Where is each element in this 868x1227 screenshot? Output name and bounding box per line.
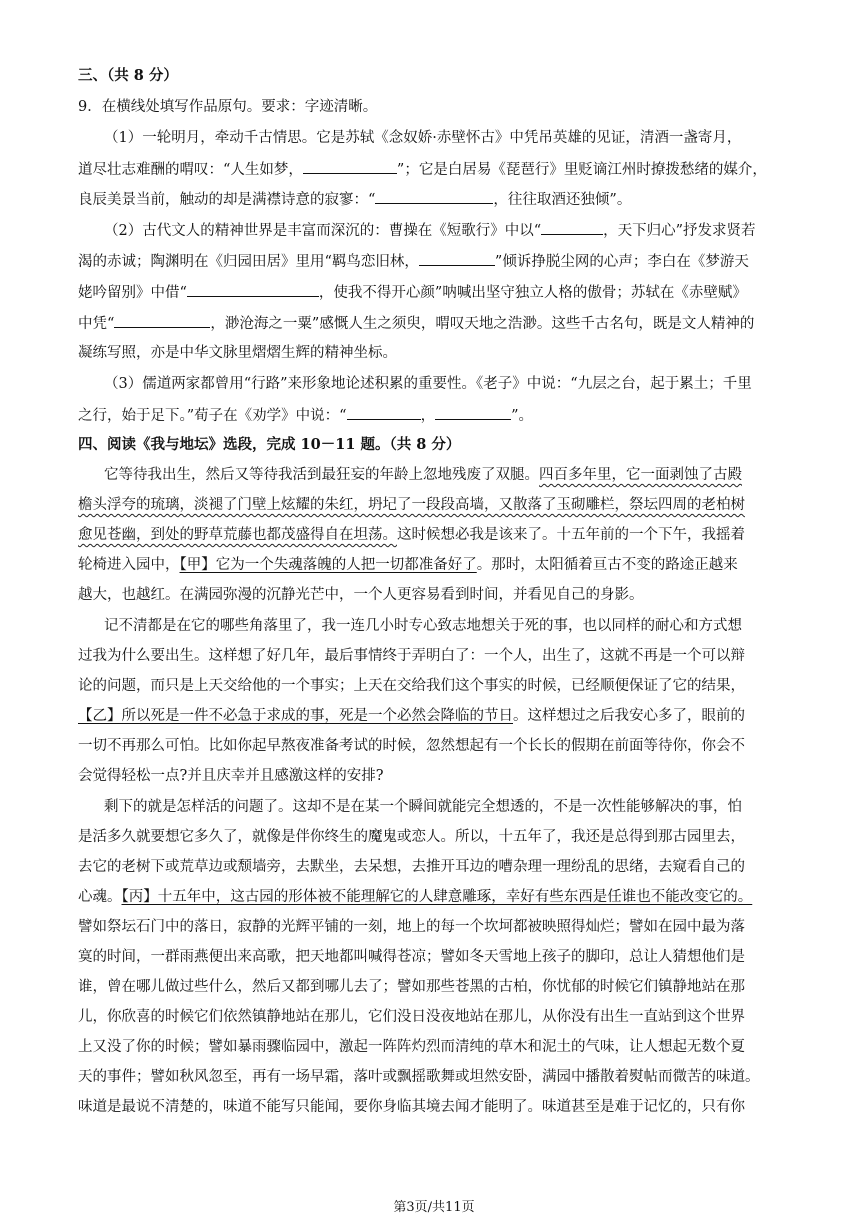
passage-para3-line7: 谁，曾在哪儿做过些什么，然后又都到哪儿去了；譬如那些苍黑的古柏，你忧郁的时候它们镇静地站在那 [78,979,745,995]
q9-part1-line2: 道尽壮志难酬的喟叹：“人生如梦， ”；它是白居易《琵琶行》里贬谪江州时撩拨愁绪的媒介， [78,158,767,180]
passage-para3-line11: 味道是最说不清楚的，味道不能写只能闻，要你身临其境去闻才能明了。味道甚至是难于记忆的，只有你 [78,1099,745,1115]
passage-para3-line8: 儿，你欣喜的时候它们依然镇静地站在那儿，它们没日没夜地站在那儿，从你没有出生一直站到这个世界 [78,1009,745,1025]
passage-para1-line2 [78,495,745,515]
passage-para3-line4: 心魂。【丙】十五年中，这古园的形体被不能理解它的人肆意雕琢，幸好有些东西是任谁也不能改变它的。 [78,889,753,905]
passage-para3-line3: 去它的老树下或荒草边或颓墙旁，去默坐，去呆想，去推开耳边的嘈杂理一理纷乱的思绪，去窥看自己的 [78,859,745,875]
underlined-sentence-bing: 【丙】十五年中，这古园的形体被不能理解它的人肆意雕琢，幸好有些东西是任谁也不能改变它的。 [121,889,753,905]
answer-blank[interactable] [541,219,603,235]
answer-blank[interactable] [303,158,397,174]
passage-para2-line5: 一切不再那么可怕。比如你起早熬夜准备考试的时候，忽然想起有一个长长的假期在前面等待你，你会不 [78,738,745,754]
passage-para2-line2: 过我为什么要出生。这样想了好几年，最后事情终于弄明白了：一个人，出生了，这就不再是一个可以辩 [78,648,745,664]
passage-para3-line2: 是活多久就要想它多久了，就像是伴你终生的魔鬼或恋人。所以，十五年了，我还是总得到那古园里去， [78,829,745,845]
q9-part2-line3: 姥吟留别》中借“ ，使我不得开心颜”呐喊出坚守独立人格的傲骨；苏轼在《赤壁赋》 [78,281,747,303]
wavy-underlined-text: 愈见苍幽，到处的野草荒藤也都茂盛得自在坦荡。 [78,527,397,543]
answer-blank[interactable] [187,281,319,297]
q9-part1-line1: （1）一轮明月，牵动千古情思。它是苏轼《念奴娇·赤壁怀古》中凭吊英雄的见证，清酒一盏寄月， [104,130,742,146]
passage-para2-line6: 会觉得轻松一点?并且庆幸并且感激这样的安排? [78,768,384,784]
passage-para2-line1: 记不清都是在它的哪些角落里了，我一连几小时专心致志地想关于死的事，也以同样的耐心和方式想 [104,618,742,634]
passage-para1-line1: 它等待我出生，然后又等待我活到最狂妄的年龄上忽地残废了双腿。四百多年里，它一面剥蚀了古殿 [104,467,742,483]
passage-para3-line10: 天的事件；譬如秋风忽至，再有一场早霜，落叶或飘摇歌舞或坦然安卧，满园中播散着熨帖而微苦的味道。 [78,1069,760,1085]
question-9-prompt: 9．在横线处填写作品原句。要求：字迹清晰。 [78,99,378,115]
passage-para3-line1: 剩下的就是怎样活的问题了。这却不是在某一个瞬间就能完全想透的，不是一次性能够解决的事，怕 [104,799,742,815]
q9-part2-line2: 渴的赤诚；陶渊明在《归园田居》里用“羁鸟恋旧林， ”倾诉挣脱尘网的心声；李白在《梦游天 [78,250,749,272]
wavy-underlined-text: 檐头浮夸的琉璃，淡褪了门壁上炫耀的朱红，坍圮了一段段高墙，又散落了玉砌雕栏，祭坛四周的老柏树 [78,497,745,513]
answer-blank[interactable] [435,404,511,420]
answer-blank[interactable] [114,312,210,328]
answer-blank[interactable] [375,188,493,204]
answer-blank[interactable] [347,404,421,420]
passage-para1-line3: 愈见苍幽，到处的野草荒藤也都茂盛得自在坦荡。这时候想必我是该来了。十五年前的一个下午，我摇着 [78,527,745,543]
q9-part2-line4: 中凭“ ，渺沧海之一粟”感慨人生之须臾，喟叹天地之浩渺。这些千古名句，既是文人精神的 [78,312,754,334]
section-4-heading: 四、阅读《我与地坛》选段，完成 10－11 题。（共 8 分） [78,436,461,453]
page-footer: 第3页/共11页 [393,1200,475,1215]
answer-blank[interactable] [419,250,495,266]
wavy-underlined-text: 四百多年里，它一面剥蚀了古殿 [539,467,742,483]
underlined-sentence-jia: 【甲】它为一个失魂落魄的人把一切都准备好了 [179,557,477,573]
q9-part2-line1: （2）古代文人的精神世界是丰富而深沉的：曹操在《短歌行》中以“ ，天下归心”抒发求贤若 [104,219,756,241]
passage-para3-line9: 上又没了你的时候；譬如暴雨骤临园中，激起一阵阵灼烈而清纯的草木和泥土的气味，让人想起无数个夏 [78,1039,745,1055]
underlined-sentence-yi: 【乙】所以死是一件不必急于求成的事，死是一个必然会降临的节日 [78,708,513,724]
passage-para2-line3: 论的问题，而只是上天交给他的一个事实；上天在交给我们这个事实的时候，已经顺便保证了它的结果， [78,678,745,694]
q9-part3-line2: 之行，始于足下。”荀子在《劝学》中说：“ ， ”。 [78,404,533,426]
section-3-heading: 三、（共 8 分） [78,67,178,84]
q9-part3-line1: （3）儒道两家都曾用“行路”来形象地论述积累的重要性。《老子》中说：“九层之台，起于累土；千里 [104,376,752,392]
passage-para3-line6: 寞的时间，一群雨燕便出来高歌，把天地都叫喊得苍凉；譬如冬天雪地上孩子的脚印，总让人猜想他们是 [78,949,745,965]
passage-para1-line5: 越大，也越红。在满园弥漫的沉静光芒中，一个人更容易看到时间，并看见自己的身影。 [78,587,644,603]
q9-part1-line3: 良辰美景当前，触动的却是满襟诗意的寂寥：“ ，往往取酒还独倾”。 [78,188,631,210]
passage-para2-line4: 【乙】所以死是一件不必急于求成的事，死是一个必然会降临的节日。这样想过之后我安心多了，眼前的 [78,708,745,724]
passage-para3-line5: 譬如祭坛石门中的落日，寂静的光辉平铺的一刻，地上的每一个坎坷都被映照得灿烂；譬如在园中最为落 [78,919,745,935]
q9-part2-line5: 凝练写照，亦是中华文脉里熠熠生辉的精神坐标。 [78,345,397,361]
passage-para1-line4: 轮椅进入园中，【甲】它为一个失魂落魄的人把一切都准备好了。那时，太阳循着亘古不变的路途正越来 [78,557,738,573]
